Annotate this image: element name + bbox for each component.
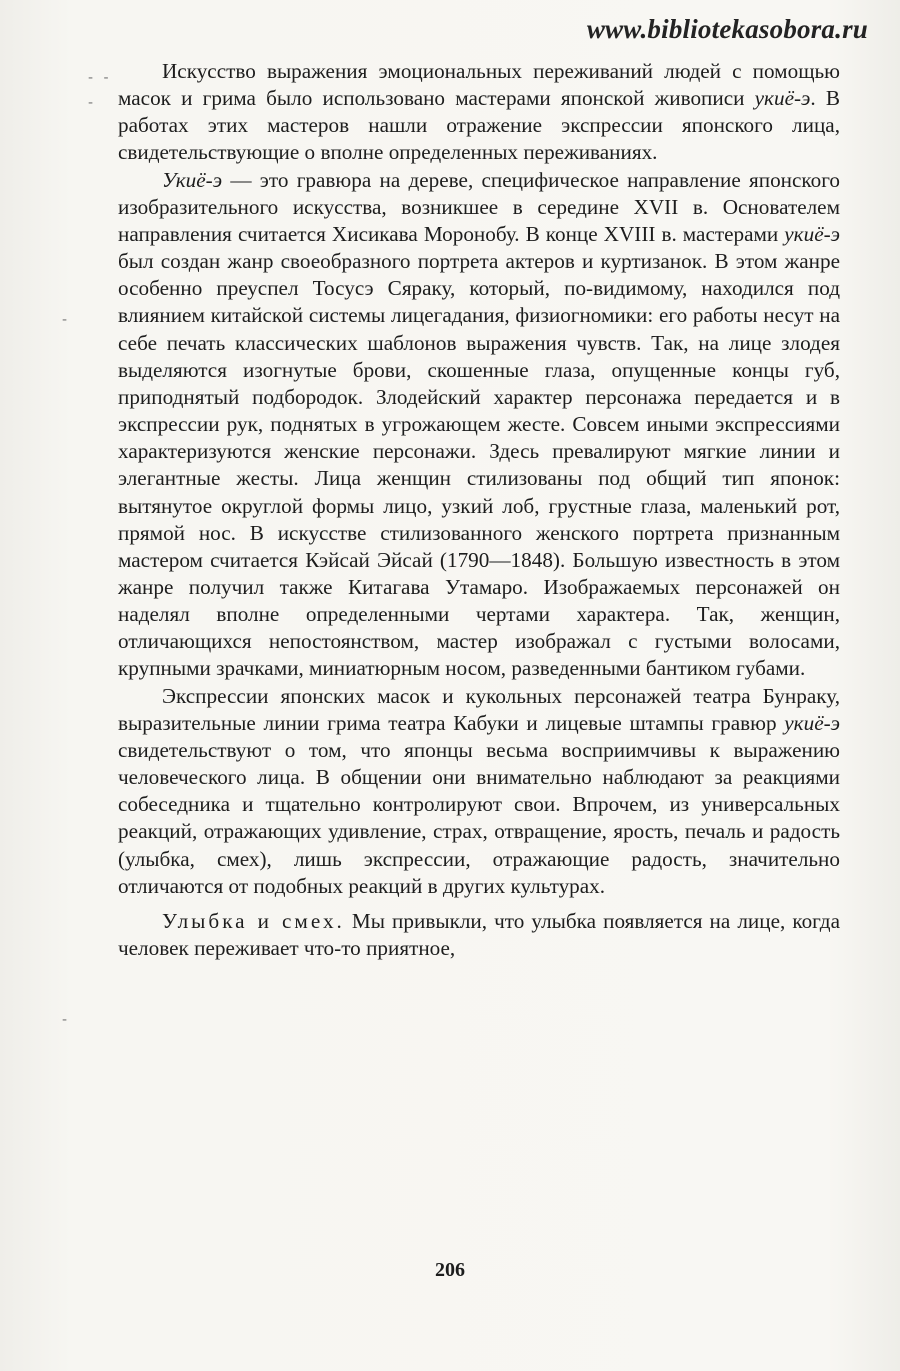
italic-term: Укиё-э	[162, 167, 223, 192]
margin-mark: - -	[88, 70, 112, 86]
margin-mark: -	[62, 1012, 71, 1028]
paragraph-p4	[118, 908, 840, 962]
watermark-url: www.bibliotekasobora.ru	[586, 14, 868, 44]
italic-term: укиё-э	[754, 86, 811, 111]
paragraph-p2	[118, 167, 840, 683]
margin-mark: -	[62, 312, 71, 328]
body-text	[118, 58, 840, 962]
text-run: Искусство выражения эмоциональных переживаний людей с помощью масок и грима было использовано мастерами японской живописи	[118, 59, 840, 111]
spaced-heading: Улыбка и смех.	[162, 908, 345, 933]
italic-term: укиё-э	[784, 221, 840, 246]
text-run: Экспрессии японских масок и кукольных персонажей театра Бунраку, выразительные линии грима театра Кабуки и лицевые штампы гравюр	[118, 683, 840, 735]
text-run: был создан жанр своеобразного портрета актеров и куртизанок. В этом жанре особенно преуспел Тосусэ Сяраку, который, по-видимому, находился под влиянием китайской системы лицегадания, физиогномики: его работы несут на себе печать классических шаблонов выражения чувств. Так, на лице злодея выделяются изогнутые брови, скошенные глаза, опущенные концы губ, приподнятый подбородок. Злодейский характер персонажа передается и в экспрессии рук, поднятых в угрожающем жесте. Совсем иными экспрессиями характеризуются женские персонажи. Здесь превалируют мягкие линии и элегантные жесты. Лица женщин стилизованы под общий тип японок: вытянутое округлой формы лицо, узкий лоб, грустные глаза, маленький рот, прямой нос. В искусстве стилизованного женского портрета признанным мастером считается Кэйсай Эйсай (1790—1848). Большую известность в этом жанре получил также Китагава Утамаро. Изображаемых персонажей он наделял вполне определенными чертами характера. Так, женщин, отличающихся непостоянством, мастер изображал с густыми волосами, крупными зрачками, миниатюрным носом, разведенными бантиком губами.	[118, 249, 840, 681]
text-run: свидетельствуют о том, что японцы весьма восприимчивы к выражению человеческого лица. В общении они внимательно наблюдают за реакциями собеседника и тщательно контролируют свои. Впрочем, из универсальных реакций, отражающих удивление, страх, отвращение, ярость, печаль и радость (улыбка, смех), лишь экспрессии, отражающие радость, значительно отличаются от подобных реакций в других культурах.	[118, 737, 840, 898]
page-number: 206	[435, 1259, 465, 1281]
text-run: Мы привыкли, что улыбка появляется на лице, когда человек переживает что-то приятное,	[118, 908, 840, 960]
italic-term: укиё-э	[784, 710, 840, 735]
paragraph-p1	[118, 58, 840, 167]
margin-mark: -	[88, 95, 97, 111]
text-run: — это гравюра на дереве, специфическое направление японского изобразительного искусства, возникшее в середине XVII в. Основателем направления считается Хисикава Моронобу. В конце XVIII в. мастерами	[118, 167, 840, 246]
text-run: . В работах этих мастеров нашли отражение экспрессии японского лица, свидетельствующие о вполне определенных переживаниях.	[118, 86, 840, 165]
paragraph-p3	[118, 683, 840, 900]
